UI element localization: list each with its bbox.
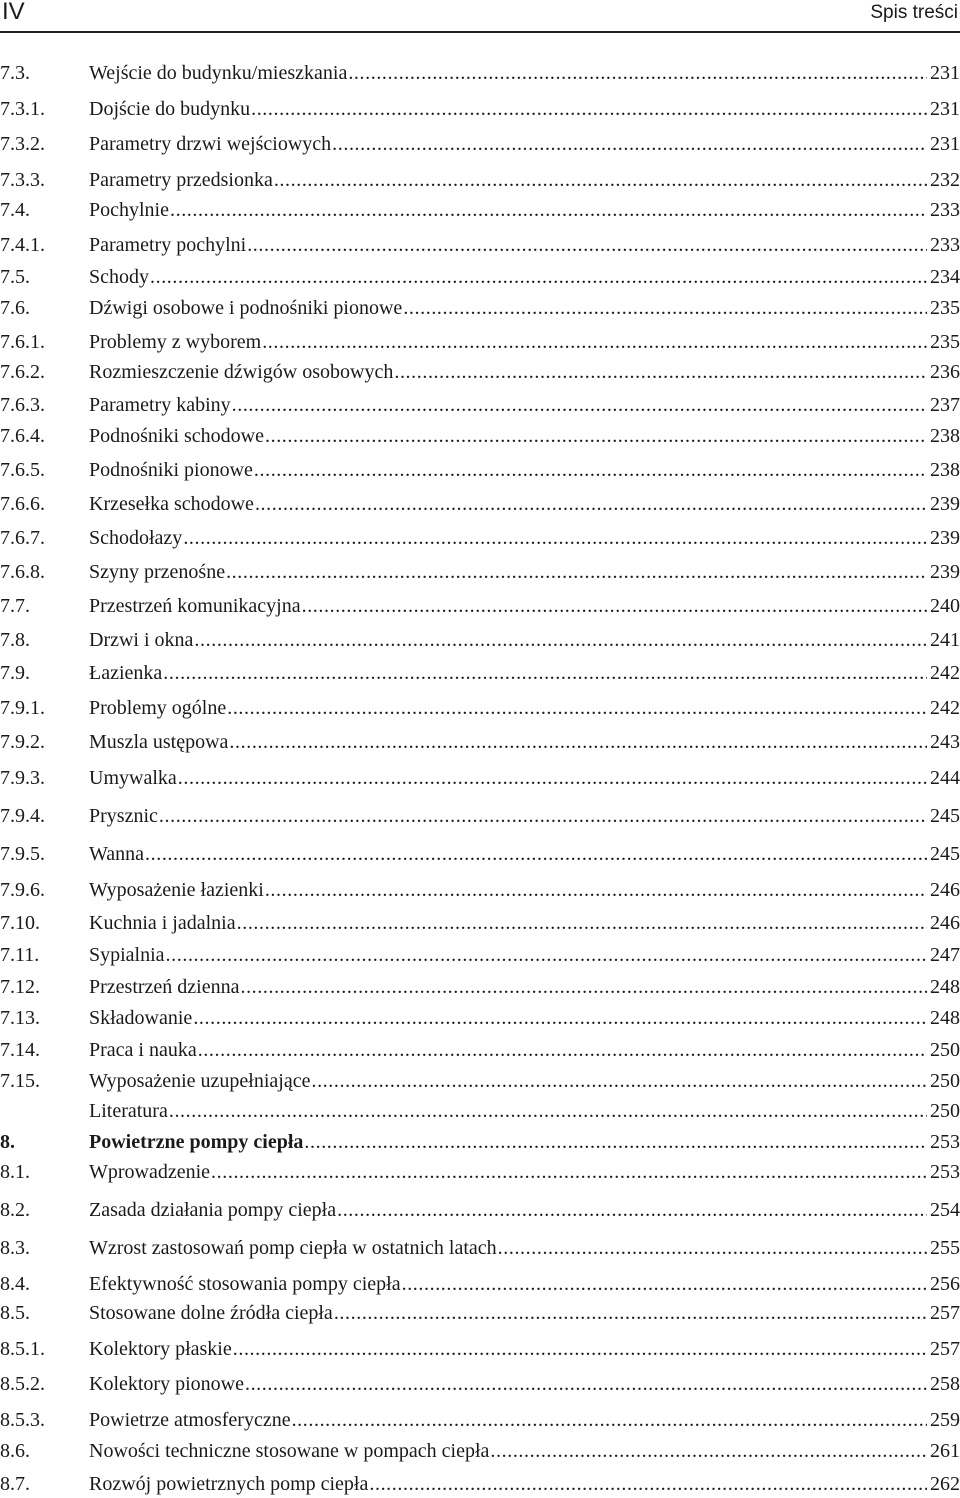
toc-entry-page: 233 <box>930 199 960 221</box>
toc-entry-title: Schody <box>89 266 149 288</box>
toc-entry-page: 234 <box>930 266 960 288</box>
toc-entry[interactable] <box>0 728 960 756</box>
toc-entry-page: 235 <box>930 297 960 319</box>
toc-entry-title: Dojście do budynku <box>89 98 251 120</box>
toc-entry-title: Sypialnia <box>89 944 165 966</box>
toc-entry-title: Dźwigi osobowe i podnośniki pionowe <box>89 297 403 319</box>
toc-entry-number: 8.7. <box>0 1473 30 1495</box>
dot-leader <box>170 196 927 224</box>
toc-entry-page: 258 <box>930 1373 960 1395</box>
toc-entry-page: 245 <box>930 843 960 865</box>
dot-leader <box>169 1097 927 1125</box>
dot-leader <box>159 802 927 830</box>
toc-entry[interactable] <box>0 490 960 518</box>
toc-entry-title: Wyposażenie uzupełniające <box>89 1070 311 1092</box>
dot-leader <box>145 840 927 868</box>
toc-entry-title: Rozmieszczenie dźwigów osobowych <box>89 361 394 383</box>
toc-entry-number: 7.4.1. <box>0 234 45 256</box>
dot-leader <box>265 422 927 450</box>
toc-entry-title: Przestrzeń komunikacyjna <box>89 595 301 617</box>
toc-entry-title: Kolektory płaskie <box>89 1338 232 1360</box>
toc-entry-number: 7.9.2. <box>0 731 45 753</box>
toc-entry-number: 7.6.3. <box>0 394 45 416</box>
toc-entry-title: Powietrzne pompy ciepła <box>89 1131 304 1153</box>
toc-entry-number: 7.9.6. <box>0 879 45 901</box>
toc-entry-page: 243 <box>930 731 960 753</box>
toc-entry-page: 239 <box>930 561 960 583</box>
toc-entry-page: 231 <box>930 133 960 155</box>
toc-entry-title: Literatura <box>89 1100 168 1122</box>
dot-leader <box>183 524 927 552</box>
toc-entry-page: 235 <box>930 331 960 353</box>
toc-entry-title: Składowanie <box>89 1007 193 1029</box>
toc-entry[interactable] <box>0 1128 960 1156</box>
dot-leader <box>337 1196 927 1224</box>
toc-entry[interactable] <box>0 558 960 586</box>
toc-entry[interactable] <box>0 1234 960 1262</box>
toc-entry-title: Nowości techniczne stosowane w pompach ciepła <box>89 1440 490 1462</box>
dot-leader <box>229 728 927 756</box>
page-number: IV <box>2 0 25 25</box>
toc-entry-number: 8. <box>0 1131 15 1153</box>
toc-entry-page: 236 <box>930 361 960 383</box>
toc-entry-title: Wanna <box>89 843 145 865</box>
dot-leader <box>348 59 927 87</box>
toc-entry[interactable] <box>0 1406 960 1434</box>
toc-entry[interactable] <box>0 422 960 450</box>
toc-entry-title: Umywalka <box>89 767 177 789</box>
toc-entry[interactable] <box>0 764 960 792</box>
toc-entry-page: 257 <box>930 1302 960 1324</box>
toc-entry[interactable] <box>0 166 960 194</box>
toc-entry-page: 247 <box>930 944 960 966</box>
toc-entry-number: 7.6.6. <box>0 493 45 515</box>
dot-leader <box>233 1335 927 1363</box>
dot-leader <box>245 1370 927 1398</box>
toc-entry[interactable] <box>0 941 960 969</box>
toc-entry-page: 245 <box>930 805 960 827</box>
toc-entry[interactable] <box>0 95 960 123</box>
toc-entry-title: Szyny przenośne <box>89 561 226 583</box>
toc-entry[interactable] <box>0 59 960 87</box>
toc-entry-title: Przestrzeń dzienna <box>89 976 240 998</box>
toc-entry-number: 7.15. <box>0 1070 40 1092</box>
toc-entry-title: Parametry kabiny <box>89 394 231 416</box>
toc-entry-title: Wprowadzenie <box>89 1161 211 1183</box>
toc-entry[interactable] <box>0 130 960 158</box>
toc-entry-page: 241 <box>930 629 960 651</box>
toc-entry-number: 8.4. <box>0 1273 30 1295</box>
toc-entry-title: Muszla ustępowa <box>89 731 229 753</box>
toc-entry-page: 254 <box>930 1199 960 1221</box>
toc-entry-page: 231 <box>930 62 960 84</box>
toc-entry-number: 7.9.3. <box>0 767 45 789</box>
toc-entry-title: Powietrze atmosferyczne <box>89 1409 291 1431</box>
toc-entry-page: 250 <box>930 1100 960 1122</box>
dot-leader <box>498 1234 927 1262</box>
toc-entry[interactable] <box>0 909 960 937</box>
dot-leader <box>240 973 927 1001</box>
dot-leader <box>254 456 927 484</box>
toc-entry-title: Parametry drzwi wejściowych <box>89 133 332 155</box>
dot-leader <box>251 95 927 123</box>
dot-leader <box>490 1437 927 1465</box>
toc-entry-title: Problemy ogólne <box>89 697 227 719</box>
toc-entry-number: 7.6.7. <box>0 527 45 549</box>
toc-entry[interactable] <box>0 1158 960 1186</box>
dot-leader <box>237 909 927 937</box>
toc-entry[interactable] <box>0 1470 960 1498</box>
dot-leader <box>262 328 927 356</box>
dot-leader <box>166 941 927 969</box>
dot-leader <box>198 1036 927 1064</box>
toc-entry-title: Schodołazy <box>89 527 183 549</box>
toc-entry-number: 7.3. <box>0 62 30 84</box>
toc-entry[interactable] <box>0 231 960 259</box>
toc-entry-number: 7.8. <box>0 629 30 651</box>
toc-entry-title: Kolektory pionowe <box>89 1373 244 1395</box>
toc-entry-page: 248 <box>930 976 960 998</box>
toc-entry-title: Wyposażenie łazienki <box>89 879 264 901</box>
toc-entry-number: 8.1. <box>0 1161 30 1183</box>
toc-entry-page: 262 <box>930 1473 960 1495</box>
toc-entry-page: 257 <box>930 1338 960 1360</box>
dot-leader <box>255 490 927 518</box>
toc-entry-title: Stosowane dolne źródła ciepła <box>89 1302 333 1324</box>
toc-entry[interactable] <box>0 1270 960 1298</box>
toc-entry-number: 8.6. <box>0 1440 30 1462</box>
toc-entry-page: 246 <box>930 879 960 901</box>
toc-entry[interactable] <box>0 196 960 224</box>
dot-leader <box>302 592 927 620</box>
toc-entry-number: 7.12. <box>0 976 40 998</box>
dot-leader <box>394 358 927 386</box>
toc-entry-number: 8.5.1. <box>0 1338 45 1360</box>
toc-entry-number: 7.3.3. <box>0 169 45 191</box>
toc-entry-number: 7.9. <box>0 662 30 684</box>
toc-entry-title: Praca i nauka <box>89 1039 197 1061</box>
toc-entry-number: 7.10. <box>0 912 40 934</box>
dot-leader <box>227 694 927 722</box>
toc-entry-number: 7.4. <box>0 199 30 221</box>
toc-entry-page: 239 <box>930 493 960 515</box>
toc-entry-number: 7.6. <box>0 297 30 319</box>
toc-entry-number: 7.6.2. <box>0 361 45 383</box>
toc-entry-page: 248 <box>930 1007 960 1029</box>
toc-entry-page: 261 <box>930 1440 960 1462</box>
running-title: Spis treści <box>870 2 958 23</box>
toc-entry[interactable] <box>0 328 960 356</box>
dot-leader <box>247 231 927 259</box>
toc-entry-number: 8.5.2. <box>0 1373 45 1395</box>
dot-leader <box>304 1128 927 1156</box>
toc-entry-number: 7.6.1. <box>0 331 45 353</box>
dot-leader <box>334 1299 927 1327</box>
toc-entry-page: 239 <box>930 527 960 549</box>
toc-entry-page: 238 <box>930 459 960 481</box>
toc-entry[interactable] <box>0 592 960 620</box>
toc-entry-page: 231 <box>930 98 960 120</box>
dot-leader <box>332 130 927 158</box>
toc-entry[interactable] <box>0 876 960 904</box>
page-header <box>0 0 960 33</box>
toc-entry[interactable] <box>0 626 960 654</box>
toc-entry-title: Problemy z wyborem <box>89 331 262 353</box>
toc-entry-page: 253 <box>930 1161 960 1183</box>
toc-entry-number: 7.9.4. <box>0 805 45 827</box>
toc-entry[interactable] <box>0 840 960 868</box>
toc-entry-title: Łazienka <box>89 662 163 684</box>
toc-entry-title: Rozwój powietrznych pomp ciepła <box>89 1473 369 1495</box>
toc-entry-title: Zasada działania pompy ciepła <box>89 1199 337 1221</box>
toc-entry[interactable] <box>0 1437 960 1465</box>
toc-entry-number: 7.5. <box>0 266 30 288</box>
toc-entry[interactable] <box>0 802 960 830</box>
toc-entry-page: 253 <box>930 1131 960 1153</box>
toc-entry-number: 7.11. <box>0 944 40 966</box>
toc-entry[interactable] <box>0 1004 960 1032</box>
toc-entry-page: 255 <box>930 1237 960 1259</box>
toc-entry-page: 244 <box>930 767 960 789</box>
toc-entry-page: 242 <box>930 697 960 719</box>
dot-leader <box>274 166 927 194</box>
toc-entry[interactable] <box>0 524 960 552</box>
toc-entry-number: 7.9.5. <box>0 843 45 865</box>
dot-leader <box>193 1004 927 1032</box>
toc-entry-title: Podnośniki schodowe <box>89 425 264 447</box>
toc-entry[interactable] <box>0 1067 960 1095</box>
toc-entry-title: Parametry przedsionka <box>89 169 273 191</box>
toc-entry-title: Efektywność stosowania pompy ciepła <box>89 1273 401 1295</box>
toc-entry-number: 8.5.3. <box>0 1409 45 1431</box>
toc-entry[interactable] <box>0 659 960 687</box>
toc-entry-title: Drzwi i okna <box>89 629 194 651</box>
toc-entry-page: 259 <box>930 1409 960 1431</box>
toc-entry-number: 8.3. <box>0 1237 30 1259</box>
dot-leader <box>178 764 927 792</box>
dot-leader <box>232 391 927 419</box>
toc-entry[interactable] <box>0 1299 960 1327</box>
toc-entry-number: 7.6.8. <box>0 561 45 583</box>
dot-leader <box>150 263 927 291</box>
toc-entry-page: 250 <box>930 1039 960 1061</box>
dot-leader <box>163 659 927 687</box>
toc-entry-number: 7.9.1. <box>0 697 45 719</box>
toc-entry-page: 250 <box>930 1070 960 1092</box>
toc-entry-page: 242 <box>930 662 960 684</box>
toc-entry[interactable] <box>0 1370 960 1398</box>
toc-entry[interactable] <box>0 294 960 322</box>
toc-entry-title: Pochylnie <box>89 199 169 221</box>
toc-entry[interactable] <box>0 1036 960 1064</box>
toc-entry-number: 7.14. <box>0 1039 40 1061</box>
dot-leader <box>403 294 927 322</box>
toc-entry[interactable] <box>0 358 960 386</box>
toc-entry-number: 7.13. <box>0 1007 40 1029</box>
toc-entry[interactable] <box>0 694 960 722</box>
toc-entry[interactable] <box>0 973 960 1001</box>
toc-entry-page: 256 <box>930 1273 960 1295</box>
dot-leader <box>369 1470 927 1498</box>
toc-entry-page: 233 <box>930 234 960 256</box>
toc-entry-title: Krzesełka schodowe <box>89 493 254 515</box>
toc-entry[interactable] <box>0 1335 960 1363</box>
toc-entry-title: Wzrost zastosowań pomp ciepła w ostatnich latach <box>89 1237 497 1259</box>
dot-leader <box>194 626 927 654</box>
toc-entry-number: 8.5. <box>0 1302 30 1324</box>
toc-entry-number: 7.6.5. <box>0 459 45 481</box>
toc-entry-title: Podnośniki pionowe <box>89 459 253 481</box>
toc-entry-number: 7.3.1. <box>0 98 45 120</box>
dot-leader <box>226 558 927 586</box>
toc-entry-number: 7.6.4. <box>0 425 45 447</box>
dot-leader <box>265 876 927 904</box>
toc-entry[interactable] <box>0 263 960 291</box>
toc-entry-title: Parametry pochylni <box>89 234 247 256</box>
toc-entry-page: 232 <box>930 169 960 191</box>
toc-entry-number: 8.2. <box>0 1199 30 1221</box>
toc-entry-number: 7.7. <box>0 595 30 617</box>
toc-entry[interactable] <box>0 391 960 419</box>
dot-leader <box>311 1067 927 1095</box>
toc-entry-title: Kuchnia i jadalnia <box>89 912 236 934</box>
toc-entry[interactable] <box>0 1097 960 1125</box>
toc-entry-title: Wejście do budynku/mieszkania <box>89 62 348 84</box>
toc-entry[interactable] <box>0 456 960 484</box>
toc-entry-title: Prysznic <box>89 805 158 827</box>
toc-entry-page: 240 <box>930 595 960 617</box>
dot-leader <box>402 1270 927 1298</box>
toc-entry-number: 7.3.2. <box>0 133 45 155</box>
toc-entry-page: 237 <box>930 394 960 416</box>
toc-entry[interactable] <box>0 1196 960 1224</box>
dot-leader <box>211 1158 927 1186</box>
toc-entry-page: 238 <box>930 425 960 447</box>
toc-entry-page: 246 <box>930 912 960 934</box>
dot-leader <box>292 1406 927 1434</box>
